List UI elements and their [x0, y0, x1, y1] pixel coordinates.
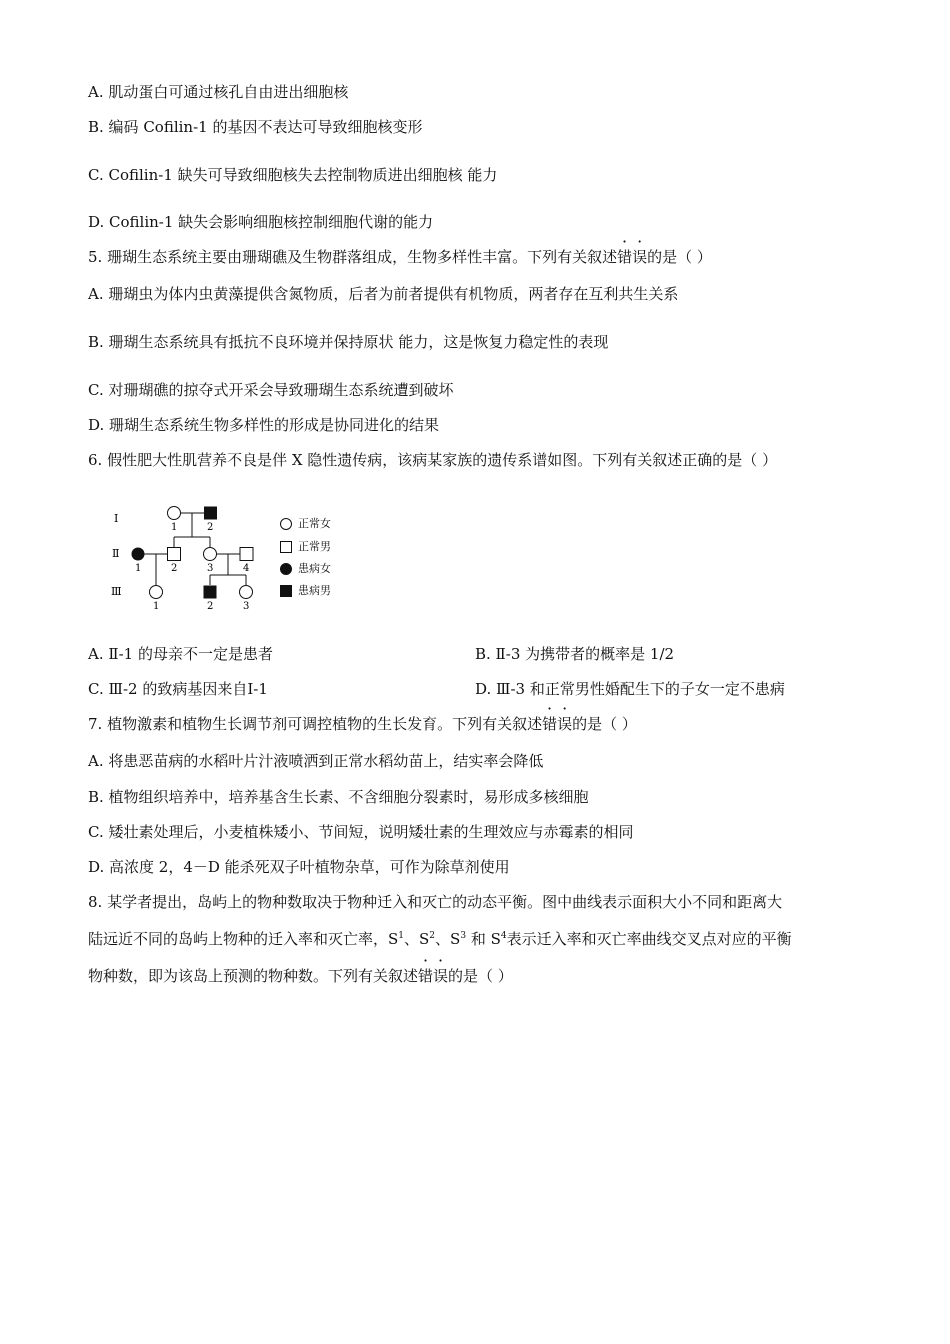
q8-stem-line-2: 陆远近不同的岛屿上物种的迁入率和灭亡率，$S^1$、$S^2$、$S^3$ 和 $S^4$表示迁入率和灭亡率曲线交叉点对应的平衡 [88, 930, 792, 948]
ii3-normal-female [204, 548, 217, 561]
q7-option-c: C. 矮壮素处理后，小麦植株矮小、节间短，说明矮壮素的生理效应与赤霉素的相同 [88, 823, 634, 841]
q5-stem: 5. 珊瑚生态系统主要由珊瑚礁及生物群落组成，生物多样性丰富。下列有关叙述错误的是（ ） [88, 248, 712, 266]
q5-option-d: D. 珊瑚生态系统生物多样性的形成是协同进化的结果 [88, 416, 440, 434]
svg-text:3: 3 [207, 563, 214, 574]
iii1-normal-female [150, 586, 163, 599]
svg-text:2: 2 [171, 563, 178, 574]
q7-stem: 7. 植物激素和植物生长调节剂可调控植物的生长发育。下列有关叙述错误的是（ ） [88, 715, 637, 733]
q4-option-a: A. 肌动蛋白可通过核孔自由进出细胞核 [88, 83, 349, 101]
legend-normal-female: 正常女 [280, 516, 331, 532]
emphasis-char: 错 [617, 248, 633, 266]
ii2-normal-male [168, 548, 181, 561]
emphasis-char: 错 [542, 715, 558, 733]
svg-text:1: 1 [153, 601, 160, 612]
svg-text:4: 4 [243, 563, 250, 574]
emphasis-char: 错 [418, 967, 434, 985]
emphasis-char: 误 [433, 967, 449, 985]
legend-affected-female: 患病女 [280, 561, 331, 577]
normal-female-icon [280, 518, 292, 530]
emphasis-char: 误 [632, 248, 648, 266]
gen-label-ii: Ⅱ [112, 547, 120, 560]
q5-option-b: B. 珊瑚生态系统具有抵抗不良环境并保持原状 能力，这是恢复力稳定性的表现 [88, 333, 609, 351]
affected-female-icon [280, 563, 292, 575]
iii2-affected-male [204, 586, 217, 599]
q4-option-b: B. 编码 Cofilin-1 的基因不表达可导致细胞核变形 [88, 118, 423, 136]
svg-text:2: 2 [207, 522, 214, 533]
svg-text:3: 3 [243, 601, 250, 612]
i1-normal-female [168, 507, 181, 520]
svg-text:1: 1 [171, 522, 178, 533]
q4-option-d: D. Cofilin-1 缺失会影响细胞核控制细胞代谢的能力 [88, 213, 434, 231]
iii3-normal-female [240, 586, 253, 599]
q4-option-c: C. Cofilin-1 缺失可导致细胞核失去控制物质进出细胞核 能力 [88, 166, 498, 184]
ii4-normal-male [240, 548, 253, 561]
legend-affected-male: 患病男 [280, 583, 331, 599]
q5-option-c: C. 对珊瑚礁的掠夺式开采会导致珊瑚生态系统遭到破坏 [88, 381, 454, 399]
q6-option-c: C. Ⅲ-2 的致病基因来自Ⅰ-1 [88, 680, 268, 698]
gen-label-i: Ⅰ [114, 512, 119, 525]
q6-option-d: D. Ⅲ-3 和正常男性婚配生下的子女一定不患病 [475, 680, 785, 698]
q5-option-a: A. 珊瑚虫为体内虫黄藻提供含氮物质，后者为前者提供有机物质，两者存在互利共生关系 [88, 285, 679, 303]
q8-stem-line-3: 物种数，即为该岛上预测的物种数。下列有关叙述错误的是（ ） [88, 967, 513, 985]
q6-option-a: A. Ⅱ-1 的母亲不一定是患者 [88, 645, 273, 663]
q8-stem-line-1: 8. 某学者提出，岛屿上的物种数取决于物种迁入和灭亡的动态平衡。图中曲线表示面积大小不同和距离大 [88, 893, 783, 911]
svg-text:1: 1 [135, 563, 142, 574]
pedigree-chart [100, 495, 360, 620]
affected-male-icon [280, 585, 292, 597]
gen-label-iii: Ⅲ [111, 585, 122, 598]
svg-text:2: 2 [207, 601, 214, 612]
q6-stem: 6. 假性肥大性肌营养不良是伴 X 隐性遗传病，该病某家族的遗传系谱如图。下列有关叙述正确的是（ ） [88, 451, 778, 469]
i2-affected-male [204, 507, 217, 520]
q6-option-b: B. Ⅱ-3 为携带者的概率是 1/2 [475, 645, 675, 663]
emphasis-char: 误 [557, 715, 573, 733]
q7-option-b: B. 植物组织培养中，培养基含生长素、不含细胞分裂素时，易形成多核细胞 [88, 788, 589, 806]
q7-option-a: A. 将患恶苗病的水稻叶片汁液喷洒到正常水稻幼苗上，结实率会降低 [88, 752, 544, 770]
ii1-affected-female [132, 548, 145, 561]
q7-option-d: D. 高浓度 2，4－D 能杀死双子叶植物杂草，可作为除草剂使用 [88, 858, 510, 876]
legend-normal-male: 正常男 [280, 539, 331, 555]
normal-male-icon [280, 541, 292, 553]
